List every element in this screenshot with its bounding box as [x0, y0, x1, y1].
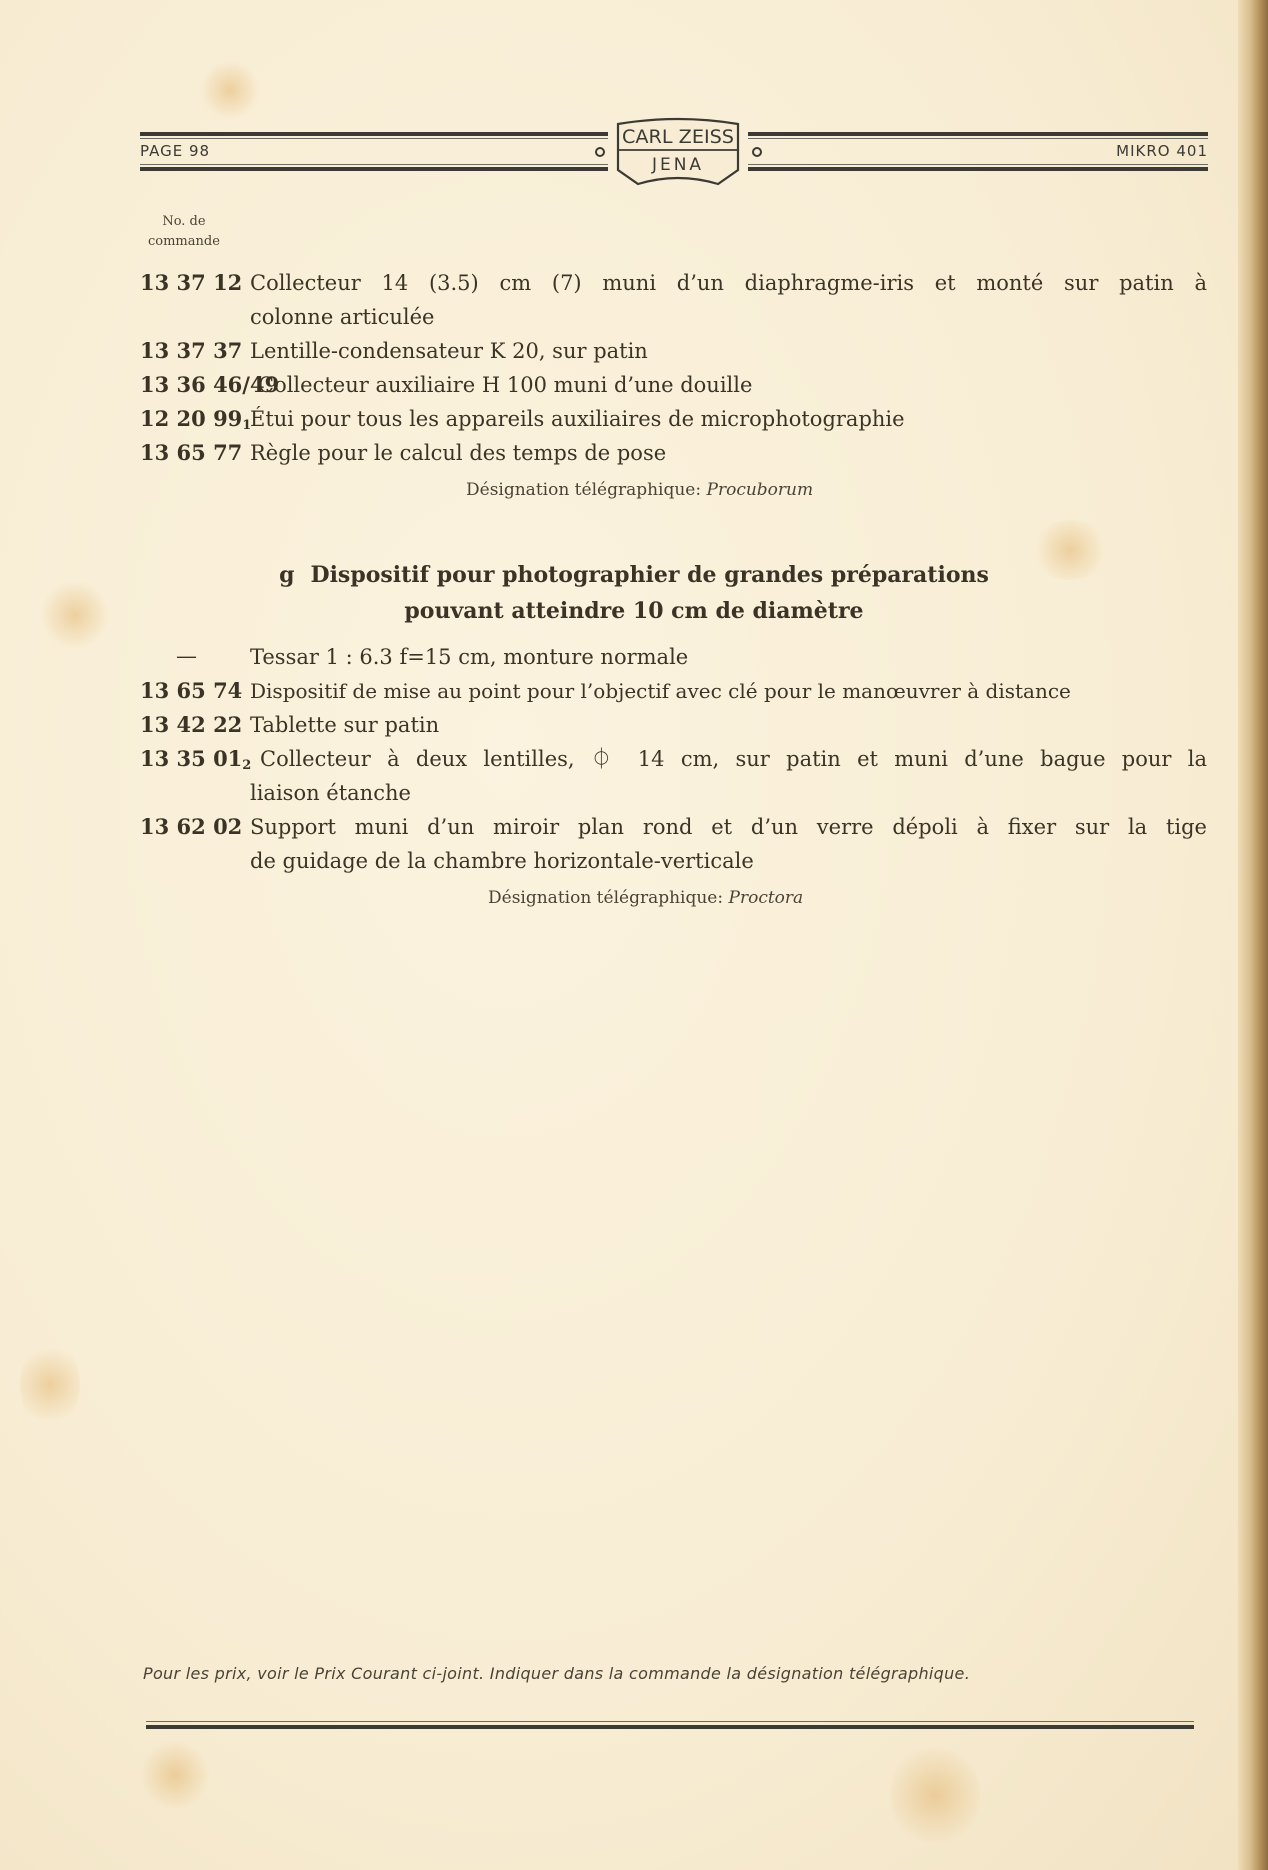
logo-line2: JENA [651, 155, 705, 175]
header-rule-left [140, 130, 608, 176]
section-heading [0, 562, 1268, 588]
item-description: Tablette sur patin [250, 713, 440, 737]
telegraph-designation [466, 480, 813, 500]
order-number: 13 36 46/49 [140, 372, 280, 397]
order-number: 13 37 12 [140, 270, 243, 295]
telegraph-label: Désignation télégraphique: [488, 888, 724, 908]
order-number: 13 65 77 [140, 440, 243, 465]
order-number-subscript: 1 [242, 418, 252, 433]
page-header [140, 126, 1208, 176]
footer-note: Pour les prix, voir le Prix Courant ci-joint. Indiquer dans la commande la désignation télégraphique. [143, 1664, 971, 1683]
order-number-subscript: 2 [242, 758, 252, 773]
order-number-main: 13 35 01 [140, 746, 243, 771]
order-number-main: 12 20 99 [140, 406, 243, 431]
item-description-cont: liaison étanche [250, 781, 411, 805]
item-description: Règle pour le calcul des temps de pose [250, 441, 667, 465]
order-number: 13 37 37 [140, 338, 243, 363]
logo-line1: CARL ZEISS [622, 126, 734, 148]
order-number [140, 406, 251, 433]
section-title-line2: pouvant atteindre 10 cm de diamètre [404, 598, 864, 624]
book-spine-edge [1238, 0, 1268, 1870]
order-number: 13 62 02 [140, 814, 243, 839]
carl-zeiss-jena-logo [612, 116, 744, 188]
item-description: Collecteur à deux lentilles, ⏀ 14 cm, sur patin et muni d’une bague pour la [260, 747, 1207, 771]
column-header [148, 212, 220, 252]
item-description: Collecteur 14 (3.5) cm (7) muni d’un diaphragme-iris et monté sur patin à [250, 271, 1207, 295]
order-number: — [176, 644, 197, 668]
column-header-line1: No. de [162, 214, 206, 229]
foxing-stain [200, 60, 260, 120]
section-letter: g [279, 562, 295, 588]
ornament-dot-icon [595, 147, 605, 157]
telegraph-code: Procuborum [706, 480, 814, 500]
telegraph-label: Désignation télégraphique: [466, 480, 702, 500]
item-description: Lentille-condensateur K 20, sur patin [250, 339, 648, 363]
telegraph-code: Proctora [728, 888, 804, 908]
section-title-line1: Dispositif pour photographier de grandes préparations [310, 562, 989, 588]
order-number: 13 42 22 [140, 712, 243, 737]
column-header-line2: commande [148, 234, 220, 249]
section-label: MIKRO 401 [1116, 142, 1208, 160]
item-description: Dispositif de mise au point pour l’objectif avec clé pour le manœuvrer à distance [250, 679, 1071, 703]
telegraph-designation [488, 888, 803, 908]
foxing-stain [140, 1740, 210, 1810]
item-description: Collecteur auxiliaire H 100 muni d’une douille [258, 373, 753, 397]
foxing-stain [20, 1340, 80, 1430]
ornament-dot-icon [752, 147, 762, 157]
page-number: PAGE 98 [140, 142, 211, 160]
item-description: Tessar 1 : 6.3 f=15 cm, monture normale [250, 645, 689, 669]
item-description: Support muni d’un miroir plan rond et d’un verre dépoli à fixer sur la tige [250, 815, 1207, 839]
item-description-cont: de guidage de la chambre horizontale-verticale [250, 849, 754, 873]
foxing-stain [890, 1740, 980, 1850]
order-number: 13 65 74 [140, 678, 243, 703]
order-number [140, 746, 251, 773]
item-description: Étui pour tous les appareils auxiliaires de microphotographie [250, 407, 905, 431]
item-description-cont: colonne articulée [250, 305, 435, 329]
footer-rule [146, 1721, 1194, 1731]
